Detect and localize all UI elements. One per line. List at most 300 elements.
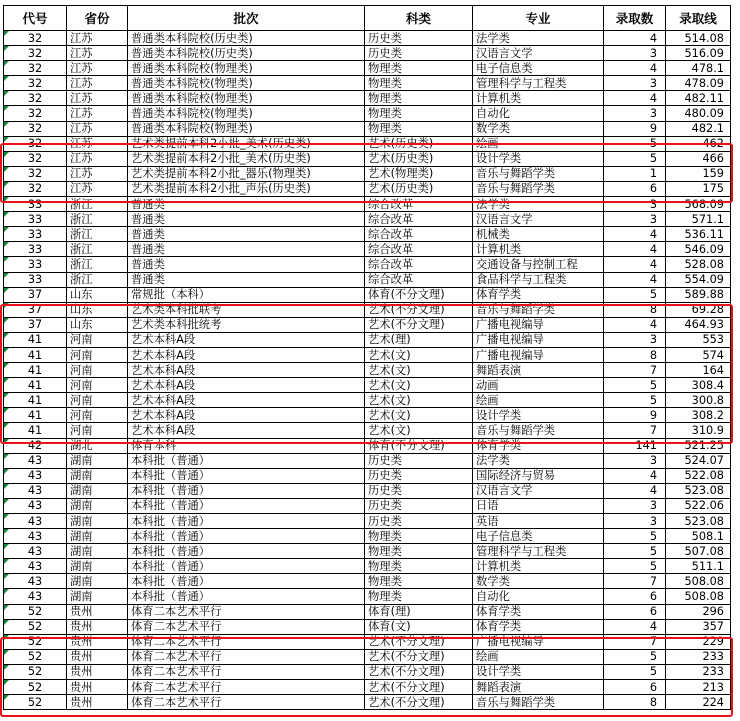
cell-batch[interactable]: 普通类 — [128, 212, 365, 227]
cell-admit-count[interactable]: 5 — [604, 136, 666, 151]
cell-batch[interactable]: 艺术本科A段 — [128, 347, 365, 362]
cell-batch[interactable]: 艺术本科A段 — [128, 408, 365, 423]
cell-batch[interactable]: 艺术类提前本科2小批_美术(历史类) — [128, 151, 365, 166]
cell-admit-score[interactable]: 478.1 — [666, 61, 731, 76]
cell-batch[interactable]: 本科批（普通） — [128, 514, 365, 529]
cell-province[interactable]: 贵州 — [67, 664, 128, 679]
cell-batch[interactable]: 艺术类本科批统考 — [128, 317, 365, 332]
cell-admit-score[interactable]: 508.08 — [666, 574, 731, 589]
cell-code[interactable]: 43 — [4, 514, 67, 529]
cell-batch[interactable]: 普通类本科院校(历史类) — [128, 31, 365, 46]
cell-province[interactable]: 江苏 — [67, 31, 128, 46]
cell-batch[interactable]: 本科批（普通） — [128, 529, 365, 544]
cell-admit-score[interactable]: 482.11 — [666, 91, 731, 106]
cell-admit-score[interactable]: 508.1 — [666, 529, 731, 544]
cell-code[interactable]: 43 — [4, 529, 67, 544]
cell-admit-score[interactable]: 175 — [666, 181, 731, 196]
cell-province[interactable]: 江苏 — [67, 76, 128, 91]
cell-province[interactable]: 湖南 — [67, 514, 128, 529]
cell-admit-score[interactable]: 357 — [666, 619, 731, 634]
cell-admit-count[interactable]: 4 — [604, 242, 666, 257]
cell-province[interactable]: 江苏 — [67, 121, 128, 136]
cell-major[interactable]: 设计学类 — [473, 151, 604, 166]
cell-major[interactable]: 体育学类 — [473, 287, 604, 302]
cell-major[interactable]: 电子信息类 — [473, 61, 604, 76]
cell-code[interactable]: 43 — [4, 544, 67, 559]
cell-admit-count[interactable]: 3 — [604, 212, 666, 227]
header-batch[interactable]: 批次 — [128, 6, 365, 31]
cell-subject[interactable]: 艺术(不分文理) — [365, 317, 473, 332]
cell-code[interactable]: 33 — [4, 242, 67, 257]
cell-admit-count[interactable]: 4 — [604, 61, 666, 76]
cell-batch[interactable]: 体育二本艺术平行 — [128, 619, 365, 634]
cell-code[interactable]: 32 — [4, 31, 67, 46]
cell-province[interactable]: 江苏 — [67, 151, 128, 166]
cell-admit-count[interactable]: 4 — [604, 619, 666, 634]
cell-major[interactable]: 计算机类 — [473, 559, 604, 574]
cell-batch[interactable]: 普通类本科院校(物理类) — [128, 106, 365, 121]
cell-batch[interactable]: 普通类 — [128, 272, 365, 287]
cell-subject[interactable]: 历史类 — [365, 31, 473, 46]
cell-subject[interactable]: 历史类 — [365, 468, 473, 483]
cell-batch[interactable]: 本科批（普通） — [128, 589, 365, 604]
cell-code[interactable]: 42 — [4, 438, 67, 453]
cell-major[interactable]: 食品科学与工程类 — [473, 272, 604, 287]
cell-province[interactable]: 贵州 — [67, 649, 128, 664]
cell-code[interactable]: 43 — [4, 559, 67, 574]
cell-code[interactable]: 37 — [4, 317, 67, 332]
cell-province[interactable]: 江苏 — [67, 166, 128, 181]
cell-major[interactable]: 英语 — [473, 514, 604, 529]
cell-code[interactable]: 43 — [4, 589, 67, 604]
cell-admit-count[interactable]: 5 — [604, 151, 666, 166]
cell-admit-count[interactable]: 7 — [604, 363, 666, 378]
cell-code[interactable]: 41 — [4, 423, 67, 438]
cell-code[interactable]: 32 — [4, 166, 67, 181]
cell-province[interactable]: 江苏 — [67, 106, 128, 121]
cell-province[interactable]: 河南 — [67, 363, 128, 378]
cell-major[interactable]: 交通设备与控制工程 — [473, 257, 604, 272]
cell-batch[interactable]: 普通类本科院校(物理类) — [128, 91, 365, 106]
cell-batch[interactable]: 本科批（普通） — [128, 544, 365, 559]
cell-admit-count[interactable]: 5 — [604, 393, 666, 408]
cell-subject[interactable]: 物理类 — [365, 529, 473, 544]
cell-admit-score[interactable]: 464.93 — [666, 317, 731, 332]
cell-province[interactable]: 河南 — [67, 393, 128, 408]
cell-admit-score[interactable]: 233 — [666, 664, 731, 679]
cell-province[interactable]: 山东 — [67, 302, 128, 317]
cell-major[interactable]: 法学类 — [473, 453, 604, 468]
cell-admit-score[interactable]: 296 — [666, 604, 731, 619]
cell-admit-count[interactable]: 8 — [604, 347, 666, 362]
cell-code[interactable]: 52 — [4, 619, 67, 634]
cell-major[interactable]: 音乐与舞蹈学类 — [473, 302, 604, 317]
cell-province[interactable]: 河南 — [67, 347, 128, 362]
cell-batch[interactable]: 艺术本科A段 — [128, 363, 365, 378]
cell-subject[interactable]: 物理类 — [365, 91, 473, 106]
cell-major[interactable]: 设计学类 — [473, 664, 604, 679]
cell-admit-count[interactable]: 6 — [604, 680, 666, 695]
cell-subject[interactable]: 艺术(文) — [365, 363, 473, 378]
cell-major[interactable]: 机械类 — [473, 227, 604, 242]
cell-batch[interactable]: 艺术类本科批联考 — [128, 302, 365, 317]
cell-admit-score[interactable]: 229 — [666, 634, 731, 649]
cell-subject[interactable]: 物理类 — [365, 589, 473, 604]
cell-major[interactable]: 数学类 — [473, 121, 604, 136]
cell-province[interactable]: 贵州 — [67, 634, 128, 649]
cell-code[interactable]: 41 — [4, 363, 67, 378]
cell-code[interactable]: 52 — [4, 634, 67, 649]
cell-admit-count[interactable]: 3 — [604, 332, 666, 347]
cell-batch[interactable]: 艺术本科A段 — [128, 378, 365, 393]
cell-code[interactable]: 37 — [4, 287, 67, 302]
cell-subject[interactable]: 艺术(文) — [365, 408, 473, 423]
cell-admit-count[interactable]: 5 — [604, 529, 666, 544]
cell-code[interactable]: 33 — [4, 197, 67, 212]
cell-code[interactable]: 52 — [4, 695, 67, 710]
cell-admit-count[interactable]: 3 — [604, 76, 666, 91]
cell-code[interactable]: 33 — [4, 257, 67, 272]
cell-admit-count[interactable]: 3 — [604, 498, 666, 513]
cell-batch[interactable]: 体育本科 — [128, 438, 365, 453]
cell-batch[interactable]: 普通类 — [128, 197, 365, 212]
cell-province[interactable]: 河南 — [67, 378, 128, 393]
cell-province[interactable]: 湖南 — [67, 483, 128, 498]
cell-province[interactable]: 湖北 — [67, 438, 128, 453]
cell-code[interactable]: 32 — [4, 136, 67, 151]
cell-admit-score[interactable]: 514.08 — [666, 31, 731, 46]
cell-batch[interactable]: 普通类本科院校(历史类) — [128, 46, 365, 61]
cell-subject[interactable]: 综合改革 — [365, 242, 473, 257]
cell-admit-score[interactable]: 536.11 — [666, 227, 731, 242]
cell-admit-count[interactable]: 3 — [604, 453, 666, 468]
cell-code[interactable]: 52 — [4, 649, 67, 664]
cell-admit-score[interactable]: 69.28 — [666, 302, 731, 317]
cell-province[interactable]: 河南 — [67, 423, 128, 438]
cell-admit-score[interactable]: 224 — [666, 695, 731, 710]
cell-major[interactable]: 广播电视编导 — [473, 347, 604, 362]
cell-admit-score[interactable]: 480.09 — [666, 106, 731, 121]
cell-major[interactable]: 体育学类 — [473, 619, 604, 634]
cell-province[interactable]: 江苏 — [67, 61, 128, 76]
cell-batch[interactable]: 体育二本艺术平行 — [128, 649, 365, 664]
cell-major[interactable]: 体育学类 — [473, 438, 604, 453]
cell-major[interactable]: 自动化 — [473, 589, 604, 604]
cell-code[interactable]: 32 — [4, 46, 67, 61]
cell-subject[interactable]: 物理类 — [365, 121, 473, 136]
cell-admit-score[interactable]: 589.88 — [666, 287, 731, 302]
cell-code[interactable]: 32 — [4, 61, 67, 76]
cell-batch[interactable]: 本科批（普通） — [128, 468, 365, 483]
cell-batch[interactable]: 本科批（普通） — [128, 498, 365, 513]
cell-major[interactable]: 汉语言文学 — [473, 483, 604, 498]
cell-province[interactable]: 山东 — [67, 317, 128, 332]
cell-admit-count[interactable]: 4 — [604, 317, 666, 332]
cell-major[interactable]: 舞蹈表演 — [473, 363, 604, 378]
header-code[interactable]: 代号 — [4, 6, 67, 31]
cell-code[interactable]: 32 — [4, 181, 67, 196]
cell-code[interactable]: 33 — [4, 272, 67, 287]
cell-major[interactable]: 法学类 — [473, 197, 604, 212]
cell-code[interactable]: 52 — [4, 604, 67, 619]
cell-batch[interactable]: 艺术本科A段 — [128, 423, 365, 438]
cell-code[interactable]: 52 — [4, 680, 67, 695]
cell-province[interactable]: 江苏 — [67, 136, 128, 151]
cell-major[interactable]: 音乐与舞蹈学类 — [473, 695, 604, 710]
cell-subject[interactable]: 艺术(文) — [365, 393, 473, 408]
cell-province[interactable]: 山东 — [67, 287, 128, 302]
cell-batch[interactable]: 普通类本科院校(物理类) — [128, 76, 365, 91]
cell-subject[interactable]: 体育(不分文理) — [365, 287, 473, 302]
cell-code[interactable]: 32 — [4, 121, 67, 136]
cell-admit-score[interactable]: 524.07 — [666, 453, 731, 468]
cell-admit-count[interactable]: 4 — [604, 468, 666, 483]
cell-major[interactable]: 自动化 — [473, 106, 604, 121]
cell-admit-score[interactable]: 568.09 — [666, 197, 731, 212]
cell-admit-count[interactable]: 6 — [604, 604, 666, 619]
cell-subject[interactable]: 综合改革 — [365, 257, 473, 272]
cell-province[interactable]: 湖南 — [67, 544, 128, 559]
cell-subject[interactable]: 艺术(不分文理) — [365, 680, 473, 695]
cell-batch[interactable]: 普通类 — [128, 257, 365, 272]
cell-code[interactable]: 41 — [4, 408, 67, 423]
cell-major[interactable]: 汉语言文学 — [473, 46, 604, 61]
cell-admit-count[interactable]: 8 — [604, 302, 666, 317]
cell-code[interactable]: 41 — [4, 393, 67, 408]
cell-major[interactable]: 动画 — [473, 378, 604, 393]
cell-province[interactable]: 浙江 — [67, 257, 128, 272]
cell-subject[interactable]: 艺术(不分文理) — [365, 302, 473, 317]
cell-admit-count[interactable]: 5 — [604, 559, 666, 574]
cell-subject[interactable]: 艺术(不分文理) — [365, 634, 473, 649]
cell-major[interactable]: 设计学类 — [473, 408, 604, 423]
cell-subject[interactable]: 物理类 — [365, 574, 473, 589]
cell-code[interactable]: 43 — [4, 483, 67, 498]
cell-admit-count[interactable]: 3 — [604, 106, 666, 121]
cell-subject[interactable]: 历史类 — [365, 46, 473, 61]
cell-code[interactable]: 43 — [4, 574, 67, 589]
cell-subject[interactable]: 物理类 — [365, 559, 473, 574]
cell-province[interactable]: 江苏 — [67, 46, 128, 61]
cell-admit-score[interactable]: 308.4 — [666, 378, 731, 393]
cell-admit-score[interactable]: 310.9 — [666, 423, 731, 438]
cell-subject[interactable]: 艺术(文) — [365, 378, 473, 393]
cell-admit-score[interactable]: 511.1 — [666, 559, 731, 574]
cell-subject[interactable]: 艺术(理) — [365, 332, 473, 347]
cell-admit-count[interactable]: 4 — [604, 272, 666, 287]
cell-batch[interactable]: 普通类本科院校(物理类) — [128, 121, 365, 136]
cell-admit-count[interactable]: 3 — [604, 197, 666, 212]
cell-batch[interactable]: 本科批（普通） — [128, 574, 365, 589]
cell-province[interactable]: 浙江 — [67, 227, 128, 242]
cell-subject[interactable]: 艺术(文) — [365, 347, 473, 362]
cell-code[interactable]: 43 — [4, 498, 67, 513]
cell-admit-count[interactable]: 9 — [604, 121, 666, 136]
cell-admit-score[interactable]: 522.08 — [666, 468, 731, 483]
cell-batch[interactable]: 艺术类提前本科2小批_声乐(历史类) — [128, 181, 365, 196]
cell-admit-score[interactable]: 482.1 — [666, 121, 731, 136]
cell-code[interactable]: 33 — [4, 212, 67, 227]
cell-major[interactable]: 广播电视编导 — [473, 332, 604, 347]
cell-subject[interactable]: 物理类 — [365, 61, 473, 76]
cell-subject[interactable]: 艺术(历史类) — [365, 136, 473, 151]
cell-admit-count[interactable]: 7 — [604, 634, 666, 649]
cell-admit-count[interactable]: 141 — [604, 438, 666, 453]
cell-subject[interactable]: 物理类 — [365, 544, 473, 559]
cell-subject[interactable]: 艺术(历史类) — [365, 151, 473, 166]
cell-major[interactable]: 电子信息类 — [473, 529, 604, 544]
cell-subject[interactable]: 历史类 — [365, 498, 473, 513]
cell-admit-score[interactable]: 466 — [666, 151, 731, 166]
cell-code[interactable]: 43 — [4, 468, 67, 483]
cell-admit-count[interactable]: 4 — [604, 31, 666, 46]
cell-province[interactable]: 贵州 — [67, 695, 128, 710]
cell-code[interactable]: 33 — [4, 227, 67, 242]
cell-province[interactable]: 湖南 — [67, 498, 128, 513]
cell-batch[interactable]: 体育二本艺术平行 — [128, 680, 365, 695]
cell-subject[interactable]: 物理类 — [365, 106, 473, 121]
cell-admit-count[interactable]: 1 — [604, 166, 666, 181]
cell-admit-score[interactable]: 574 — [666, 347, 731, 362]
cell-subject[interactable]: 艺术(文) — [365, 423, 473, 438]
cell-subject[interactable]: 综合改革 — [365, 197, 473, 212]
cell-admit-score[interactable]: 523.08 — [666, 514, 731, 529]
cell-batch[interactable]: 艺术类提前本科2小批_器乐(物理类) — [128, 166, 365, 181]
cell-admit-count[interactable]: 4 — [604, 257, 666, 272]
cell-admit-score[interactable]: 521.25 — [666, 438, 731, 453]
cell-major[interactable]: 绘画 — [473, 136, 604, 151]
cell-admit-score[interactable]: 523.08 — [666, 483, 731, 498]
cell-admit-count[interactable]: 5 — [604, 649, 666, 664]
cell-admit-count[interactable]: 7 — [604, 423, 666, 438]
cell-province[interactable]: 湖南 — [67, 529, 128, 544]
cell-province[interactable]: 湖南 — [67, 468, 128, 483]
cell-admit-count[interactable]: 5 — [604, 378, 666, 393]
header-admit-count[interactable]: 录取数 — [604, 6, 666, 31]
cell-major[interactable]: 法学类 — [473, 31, 604, 46]
cell-province[interactable]: 浙江 — [67, 272, 128, 287]
cell-admit-score[interactable]: 553 — [666, 332, 731, 347]
cell-major[interactable]: 音乐与舞蹈学类 — [473, 166, 604, 181]
cell-major[interactable]: 音乐与舞蹈学类 — [473, 181, 604, 196]
cell-major[interactable]: 广播电视编导 — [473, 317, 604, 332]
cell-admit-score[interactable]: 164 — [666, 363, 731, 378]
cell-batch[interactable]: 体育二本艺术平行 — [128, 695, 365, 710]
cell-admit-score[interactable]: 308.2 — [666, 408, 731, 423]
header-major[interactable]: 专业 — [473, 6, 604, 31]
cell-batch[interactable]: 体育二本艺术平行 — [128, 634, 365, 649]
cell-major[interactable]: 数学类 — [473, 574, 604, 589]
cell-subject[interactable]: 历史类 — [365, 453, 473, 468]
cell-subject[interactable]: 体育(理) — [365, 604, 473, 619]
cell-batch[interactable]: 艺术类提前本科2小批_美术(历史类) — [128, 136, 365, 151]
cell-subject[interactable]: 体育(不分文理) — [365, 438, 473, 453]
cell-subject[interactable]: 艺术(不分文理) — [365, 649, 473, 664]
cell-admit-score[interactable]: 478.09 — [666, 76, 731, 91]
header-admit-score[interactable]: 录取线 — [666, 6, 731, 31]
cell-major[interactable]: 管理科学与工程类 — [473, 76, 604, 91]
cell-province[interactable]: 湖南 — [67, 559, 128, 574]
cell-subject[interactable]: 艺术(不分文理) — [365, 664, 473, 679]
cell-admit-score[interactable]: 300.8 — [666, 393, 731, 408]
cell-code[interactable]: 37 — [4, 302, 67, 317]
cell-province[interactable]: 湖南 — [67, 453, 128, 468]
cell-province[interactable]: 湖南 — [67, 589, 128, 604]
cell-major[interactable]: 绘画 — [473, 393, 604, 408]
cell-admit-score[interactable]: 462 — [666, 136, 731, 151]
cell-batch[interactable]: 体育二本艺术平行 — [128, 664, 365, 679]
cell-major[interactable]: 计算机类 — [473, 91, 604, 106]
cell-province[interactable]: 河南 — [67, 332, 128, 347]
cell-admit-score[interactable]: 516.09 — [666, 46, 731, 61]
cell-province[interactable]: 贵州 — [67, 619, 128, 634]
cell-province[interactable]: 江苏 — [67, 91, 128, 106]
cell-subject[interactable]: 艺术(不分文理) — [365, 695, 473, 710]
cell-batch[interactable]: 本科批（普通） — [128, 559, 365, 574]
header-subject[interactable]: 科类 — [365, 6, 473, 31]
cell-major[interactable]: 音乐与舞蹈学类 — [473, 423, 604, 438]
cell-batch[interactable]: 本科批（普通） — [128, 453, 365, 468]
cell-province[interactable]: 贵州 — [67, 680, 128, 695]
cell-major[interactable]: 广播电视编导 — [473, 634, 604, 649]
cell-subject[interactable]: 历史类 — [365, 514, 473, 529]
cell-admit-score[interactable]: 233 — [666, 649, 731, 664]
cell-code[interactable]: 32 — [4, 91, 67, 106]
cell-code[interactable]: 32 — [4, 76, 67, 91]
cell-code[interactable]: 41 — [4, 347, 67, 362]
cell-subject[interactable]: 综合改革 — [365, 212, 473, 227]
cell-admit-score[interactable]: 528.08 — [666, 257, 731, 272]
cell-admit-score[interactable]: 546.09 — [666, 242, 731, 257]
cell-code[interactable]: 52 — [4, 664, 67, 679]
cell-province[interactable]: 浙江 — [67, 212, 128, 227]
cell-admit-count[interactable]: 4 — [604, 91, 666, 106]
cell-province[interactable]: 江苏 — [67, 181, 128, 196]
cell-admit-score[interactable]: 213 — [666, 680, 731, 695]
cell-batch[interactable]: 普通类 — [128, 227, 365, 242]
cell-admit-count[interactable]: 7 — [604, 574, 666, 589]
cell-province[interactable]: 河南 — [67, 408, 128, 423]
cell-subject[interactable]: 历史类 — [365, 483, 473, 498]
cell-admit-score[interactable]: 522.06 — [666, 498, 731, 513]
cell-major[interactable]: 管理科学与工程类 — [473, 544, 604, 559]
cell-subject[interactable]: 艺术(物理类) — [365, 166, 473, 181]
cell-admit-count[interactable]: 6 — [604, 589, 666, 604]
cell-batch[interactable]: 常规批（本科） — [128, 287, 365, 302]
cell-batch[interactable]: 艺术本科A段 — [128, 332, 365, 347]
cell-admit-score[interactable]: 507.08 — [666, 544, 731, 559]
cell-admit-score[interactable]: 554.09 — [666, 272, 731, 287]
cell-admit-count[interactable]: 4 — [604, 483, 666, 498]
cell-major[interactable]: 体育学类 — [473, 604, 604, 619]
cell-code[interactable]: 32 — [4, 106, 67, 121]
cell-province[interactable]: 浙江 — [67, 197, 128, 212]
cell-major[interactable]: 舞蹈表演 — [473, 680, 604, 695]
cell-major[interactable]: 国际经济与贸易 — [473, 468, 604, 483]
cell-admit-count[interactable]: 4 — [604, 227, 666, 242]
cell-major[interactable]: 绘画 — [473, 649, 604, 664]
cell-code[interactable]: 32 — [4, 151, 67, 166]
cell-major[interactable]: 汉语言文学 — [473, 212, 604, 227]
cell-admit-score[interactable]: 571.1 — [666, 212, 731, 227]
cell-admit-count[interactable]: 5 — [604, 664, 666, 679]
cell-batch[interactable]: 体育二本艺术平行 — [128, 604, 365, 619]
cell-admit-count[interactable]: 9 — [604, 408, 666, 423]
cell-province[interactable]: 湖南 — [67, 574, 128, 589]
cell-batch[interactable]: 本科批（普通） — [128, 483, 365, 498]
cell-subject[interactable]: 综合改革 — [365, 272, 473, 287]
cell-admit-count[interactable]: 3 — [604, 46, 666, 61]
